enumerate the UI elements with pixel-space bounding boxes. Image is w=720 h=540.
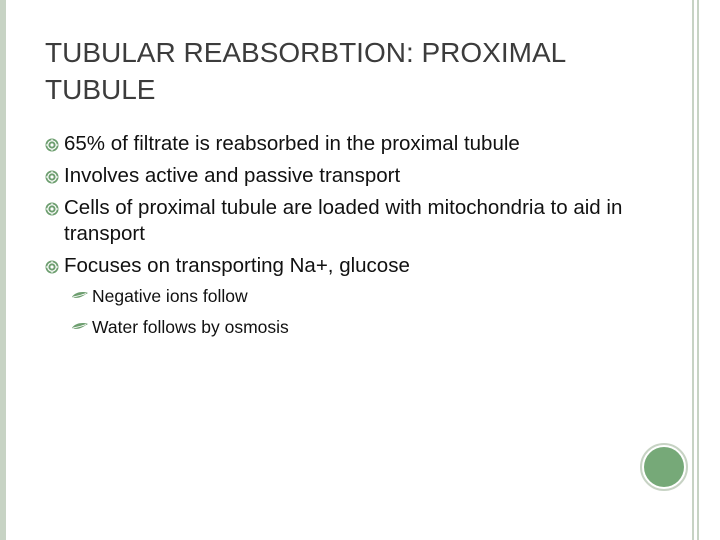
bullet-item (45, 195, 665, 247)
sub-bullet-item (71, 285, 665, 307)
bullet-text: 65% of filtrate is reabsorbed in the proximal tubule (64, 132, 520, 155)
sub-bullet-text: Negative ions follow (92, 286, 248, 306)
bullet-text: Focuses on transporting Na+, glucose (64, 254, 410, 277)
sub-bullet-list (45, 285, 665, 338)
sub-bullet-text: Water follows by osmosis (92, 317, 289, 337)
leaf-icon (71, 322, 89, 333)
gear-icon (45, 260, 59, 274)
slide-title: TUBULAR REABSORBTION: PROXIMAL TUBULE (45, 37, 566, 105)
gear-icon (45, 170, 59, 184)
bullet-item (45, 163, 665, 189)
gear-icon (45, 202, 59, 216)
bullet-text: Cells of proximal tubule are loaded with mitochondria to aid in transport (64, 196, 623, 245)
right-border-line (692, 0, 694, 540)
bullet-text: Involves active and passive transport (64, 164, 401, 187)
decorative-circle (644, 447, 684, 487)
bullet-item (45, 253, 665, 279)
gear-icon (45, 138, 59, 152)
sub-bullet-item (71, 316, 665, 338)
bullet-list (45, 131, 665, 347)
leaf-icon (71, 291, 89, 302)
left-border-decoration (0, 0, 6, 540)
right-border-line (697, 0, 699, 540)
bullet-item (45, 131, 665, 157)
